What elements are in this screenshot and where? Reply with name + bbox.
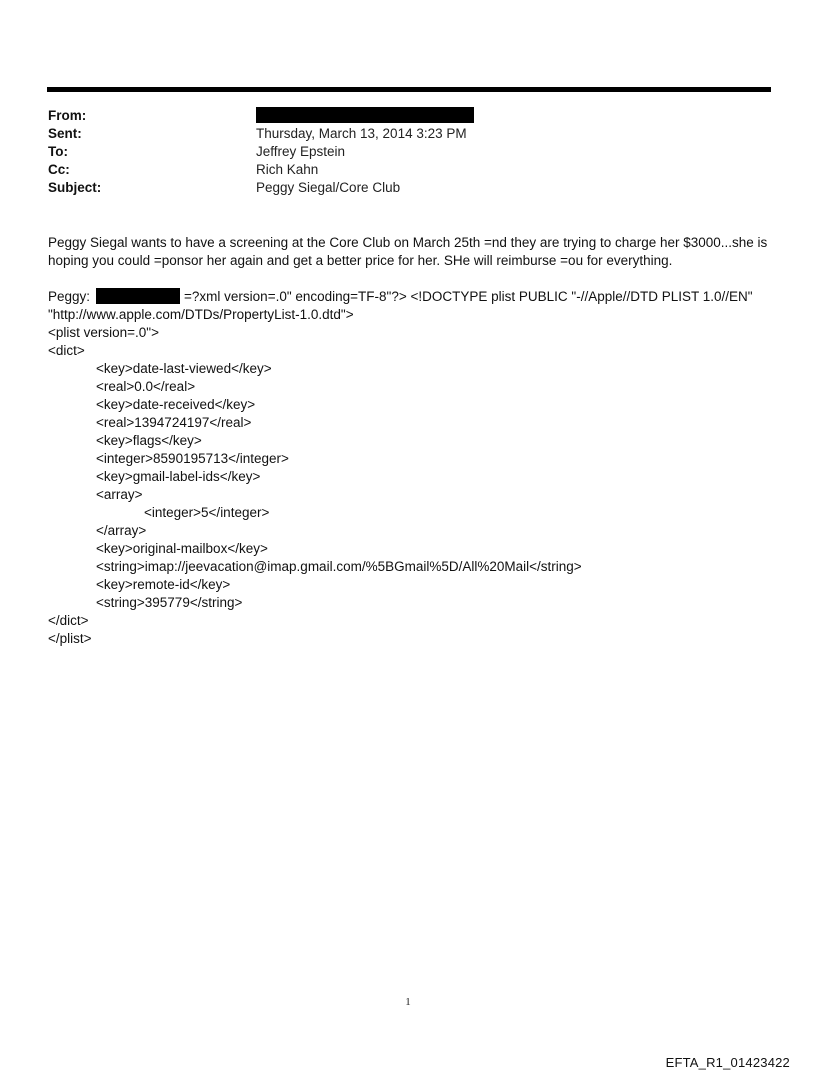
- dict-open: <dict>: [48, 343, 85, 358]
- plist-line: <integer>8590195713</integer>: [96, 451, 289, 466]
- peggy-redaction: [96, 288, 180, 304]
- body-paragraph-line: Peggy Siegal wants to have a screening at the Core Club on March 25th =nd they are trying to charge her $3000...she is: [48, 235, 768, 250]
- plist-line: <key>remote-id</key>: [96, 577, 231, 592]
- plist-line: <key>date-received</key>: [96, 397, 256, 412]
- plist-line: <real>0.0</real>: [96, 379, 196, 394]
- dict-close: </dict>: [48, 613, 89, 628]
- sent-value: Thursday, March 13, 2014 3:23 PM: [256, 126, 467, 141]
- email-header: [48, 107, 768, 197]
- from-label: From:: [48, 108, 87, 123]
- plist-line: <key>original-mailbox</key>: [96, 541, 268, 556]
- from-redaction: [256, 107, 474, 123]
- plist-line: </array>: [96, 523, 147, 538]
- plist-line: <real>1394724197</real>: [96, 415, 252, 430]
- to-value: Jeffrey Epstein: [256, 144, 346, 159]
- sent-row: [48, 125, 768, 143]
- plist-line: <array>: [96, 487, 143, 502]
- page-number: 1: [405, 996, 411, 1008]
- plist-close: </plist>: [48, 631, 92, 646]
- plist-line: <key>flags</key>: [96, 433, 202, 448]
- subject-row: [48, 179, 768, 197]
- dtd-url-line: "http://www.apple.com/DTDs/PropertyList-1.0.dtd">: [48, 307, 354, 322]
- plist-line: <integer>5</integer>: [144, 505, 270, 520]
- plist-line: <string>395779</string>: [96, 595, 243, 610]
- peggy-label: Peggy:: [48, 289, 91, 304]
- to-row: [48, 143, 768, 161]
- peggy-line: [48, 288, 778, 306]
- xml-declaration: =?xml version=.0" encoding=TF-8"?> <!DOCTYPE plist PUBLIC "-//Apple//DTD PLIST 1.0//EN": [184, 289, 753, 304]
- body-paragraph-line: hoping you could =ponsor her again and get a better price for her. SHe will reimburse =ou for everything.: [48, 253, 673, 268]
- cc-row: [48, 161, 768, 179]
- plist-line: <key>gmail-label-ids</key>: [96, 469, 261, 484]
- from-row: [48, 107, 768, 125]
- sent-label: Sent:: [48, 126, 82, 141]
- cc-value: Rich Kahn: [256, 162, 319, 177]
- cc-label: Cc:: [48, 162, 70, 177]
- to-label: To:: [48, 144, 68, 159]
- email-body: [48, 234, 778, 648]
- bates-id: EFTA_R1_01423422: [665, 1055, 790, 1070]
- subject-label: Subject:: [48, 180, 102, 195]
- plist-line: <string>imap://jeevacation@imap.gmail.com/%5BGmail%5D/All%20Mail</string>: [96, 559, 582, 574]
- plist-line: <key>date-last-viewed</key>: [96, 361, 272, 376]
- header-divider: [47, 87, 771, 92]
- subject-value: Peggy Siegal/Core Club: [256, 180, 401, 195]
- plist-open: <plist version=.0">: [48, 325, 159, 340]
